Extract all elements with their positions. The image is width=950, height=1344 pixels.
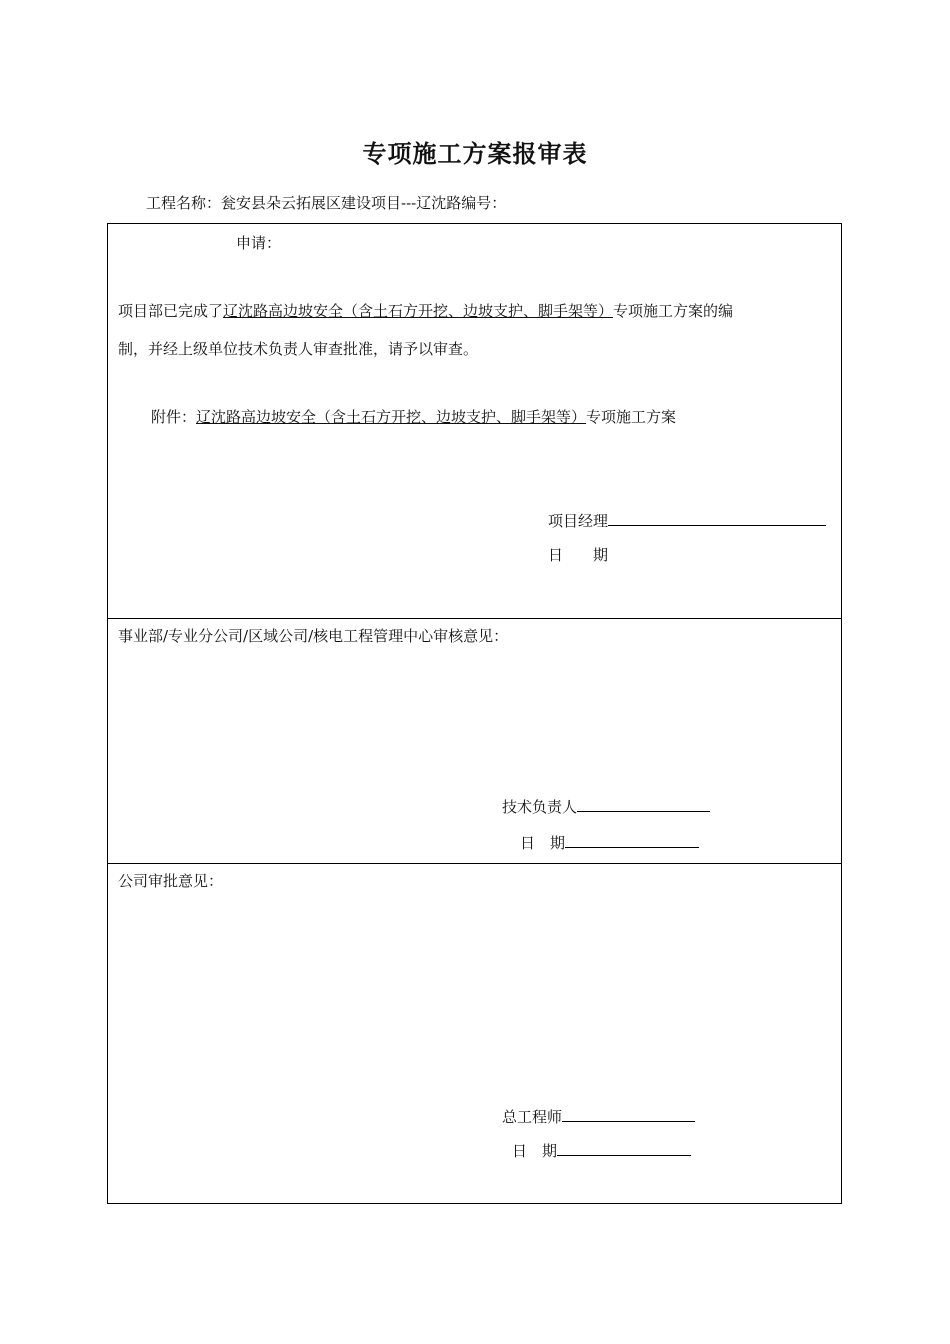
project-manager-signature <box>548 510 826 531</box>
attachment-label: 附件： <box>151 408 197 426</box>
signature-label: 技术负责人 <box>502 798 578 816</box>
attachment-line <box>151 406 676 427</box>
date-label: 日 期 <box>512 1142 558 1160</box>
application-paragraph-line1 <box>118 300 733 321</box>
application-section <box>108 224 841 619</box>
signature-field[interactable] <box>562 1106 695 1122</box>
project-name-line: 工程名称：瓮安县朵云拓展区建设项目---辽沈路编号： <box>146 194 507 212</box>
attachment-name: 辽沈路高边坡安全（含土石方开挖、边坡支护、脚手架等） <box>196 408 587 426</box>
signature-field[interactable] <box>608 510 826 526</box>
approval-form-table <box>107 223 842 1204</box>
signature-field[interactable] <box>577 796 710 812</box>
company-approval-section <box>108 864 841 1203</box>
technical-lead-signature <box>502 796 710 817</box>
application-date: 日 期 <box>548 546 609 564</box>
review-date <box>520 832 699 853</box>
application-heading: 申请： <box>236 234 282 252</box>
chief-engineer-signature <box>502 1106 695 1127</box>
paragraph-suffix: 专项施工方案的编 <box>613 302 734 320</box>
signature-label: 项目经理 <box>548 512 609 530</box>
date-field[interactable] <box>557 1140 691 1156</box>
paragraph-prefix: 项目部已完成了 <box>118 302 224 320</box>
approval-date <box>512 1140 691 1161</box>
attachment-suffix: 专项施工方案 <box>586 408 677 426</box>
review-heading: 事业部/专业分公司/区域公司/核电工程管理中心审核意见： <box>118 627 509 645</box>
approval-heading: 公司审批意见： <box>118 872 224 890</box>
application-paragraph-line2: 制，并经上级单位技术负责人审查批准，请予以审查。 <box>118 340 479 358</box>
date-label: 日 期 <box>520 834 566 852</box>
signature-label: 总工程师 <box>502 1108 563 1126</box>
date-field[interactable] <box>565 832 699 848</box>
page-title: 专项施工方案报审表 <box>362 139 588 168</box>
plan-name: 辽沈路高边坡安全（含土石方开挖、边坡支护、脚手架等） <box>223 302 614 320</box>
review-section <box>108 619 841 864</box>
